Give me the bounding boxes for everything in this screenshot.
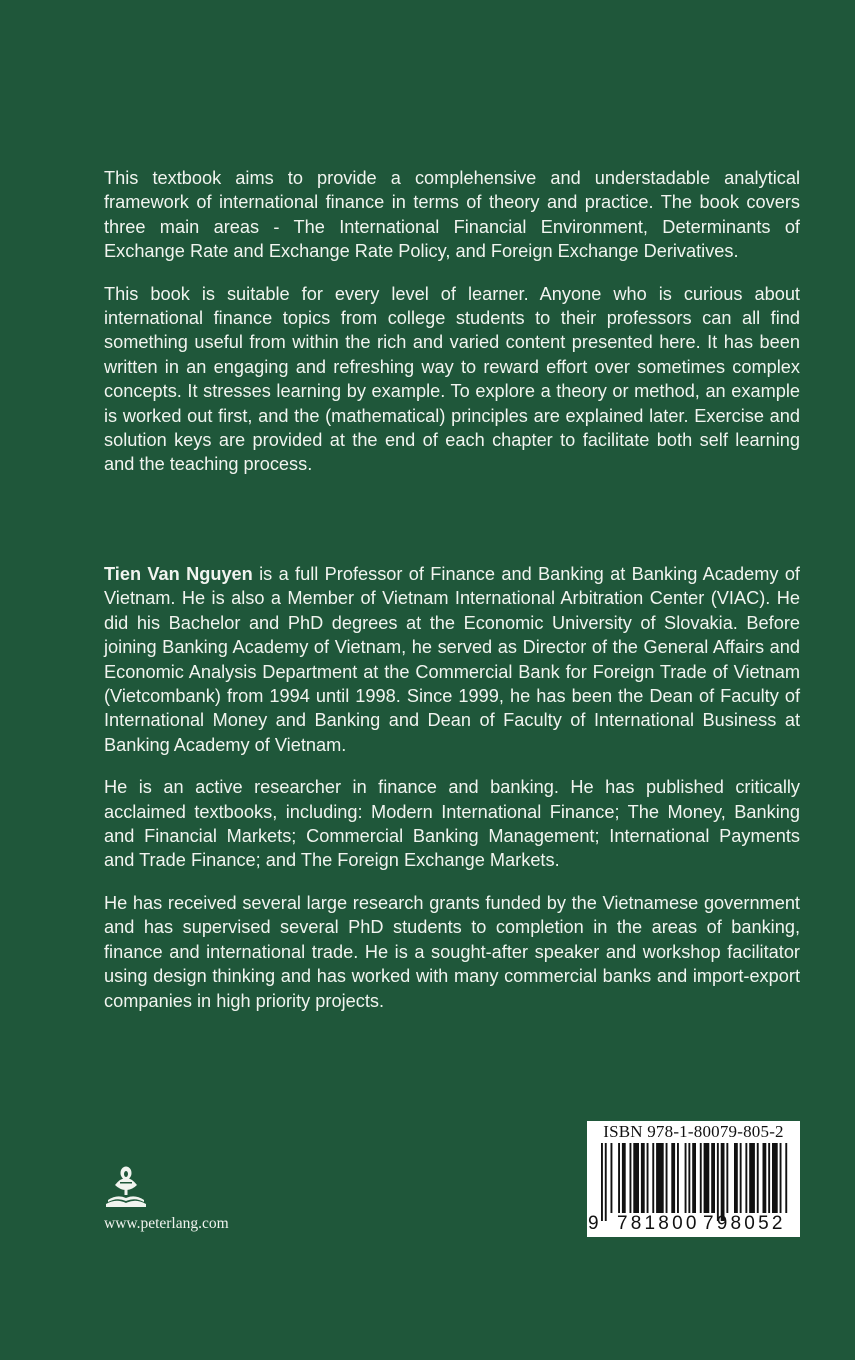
barcode-bar [763, 1143, 767, 1213]
barcode-bar [641, 1143, 645, 1213]
barcode-digit-prefix: 9 [588, 1213, 599, 1234]
barcode-bar [622, 1143, 626, 1213]
author-name: Tien Van Nguyen [104, 564, 253, 584]
peter-lang-logo-icon [104, 1165, 148, 1209]
barcode-bar [780, 1143, 782, 1213]
author-bio-paragraph-2: He is an active researcher in finance and banking. He has published critically acclaimed textbooks, including: Modern International Finance; The Money, Banking and Financial Markets; Commercial Banking Management; International Payments and Trade Finance; and The Foreign Exchange Markets. [104, 777, 800, 871]
barcode-digits-left: 781800 [617, 1213, 700, 1234]
barcode-bar [772, 1143, 778, 1213]
author-bio-text: is a full Professor of Finance and Banking at Banking Academy of Vietnam. He is also a Member of Vietnam International Arbitration Center (VIAC). He did his Bachelor and PhD degrees at the Economic University of Slovakia. Before joining Banking Academy of Vietnam, he served as Director of the General Affairs and Economic Analysis Department at the Commercial Bank for Foreign Trade of Vietnam (Vietcombank) from 1994 until 1998. Since 1999, he has been the Dean of Faculty of International Money and Banking and Dean of Faculty of International Business at Banking Academy of Vietnam. [104, 564, 800, 755]
barcode-bar [685, 1143, 687, 1213]
barcode-bar [656, 1143, 664, 1213]
barcode-bar [768, 1143, 770, 1213]
barcode-bar [677, 1143, 679, 1213]
barcode-bar [652, 1143, 654, 1213]
barcode-bar [721, 1143, 725, 1221]
barcode-bar [671, 1143, 675, 1213]
description-paragraph-1: This textbook aims to provide a complehensive and understadable analytical framework of international finance in terms of theory and practice. The book covers three main areas - The International Financial Environment, Determinants of Exchange Rate and Exchange Rate Policy, and Foreign Exchange Derivatives. [104, 168, 800, 262]
barcode-bar [704, 1143, 710, 1213]
publisher-url: www.peterlang.com [104, 1215, 229, 1232]
barcode-bar [700, 1143, 702, 1213]
barcode-bar [688, 1143, 690, 1213]
author-biography [104, 562, 800, 1031]
book-description [104, 166, 800, 495]
barcode-bar [711, 1143, 715, 1213]
barcode-bar [618, 1143, 620, 1213]
barcode-bar [666, 1143, 668, 1213]
publisher-block [104, 1165, 274, 1233]
barcode-bar [726, 1143, 728, 1213]
barcode-bar [785, 1143, 787, 1213]
barcode-bar [601, 1143, 603, 1221]
isbn-label: ISBN 978-1-80079-805-2 [603, 1122, 784, 1141]
author-bio-paragraph-1 [104, 562, 800, 757]
barcode-bar [757, 1143, 759, 1213]
barcode-bar [745, 1143, 747, 1213]
barcode-bar [749, 1143, 755, 1213]
barcode-digits-right: 798052 [703, 1213, 786, 1234]
barcode-bar [717, 1143, 719, 1221]
barcode-bar [740, 1143, 742, 1213]
barcode-bar [633, 1143, 639, 1213]
isbn-barcode [587, 1121, 800, 1237]
barcode-bar [611, 1143, 613, 1213]
barcode-bar [692, 1143, 696, 1213]
barcode-bar [734, 1143, 738, 1213]
author-bio-paragraph-3: He has received several large research grants funded by the Vietnamese government and has supervised several PhD students to completion in the areas of banking, finance and international trade. He is a sought-after speaker and workshop facilitator using design thinking and has worked with many commercial banks and import-export companies in high priority projects. [104, 892, 800, 1011]
barcode-bar [630, 1143, 632, 1213]
barcode-bar [605, 1143, 607, 1221]
description-paragraph-2: This book is suitable for every level of learner. Anyone who is curious about international finance topics from college students to their professors can all find something useful from within the rich and varied content presented here. It has been written in an engaging and refreshing way to reward effort over sometimes complex concepts. It stresses learning by example. To explore a theory or method, an example is worked out first, and the (mathematical) principles are explained later. Exercise and solution keys are provided at the end of each chapter to facilitate both self learning and the teaching process. [104, 283, 800, 475]
barcode-bar [647, 1143, 649, 1213]
